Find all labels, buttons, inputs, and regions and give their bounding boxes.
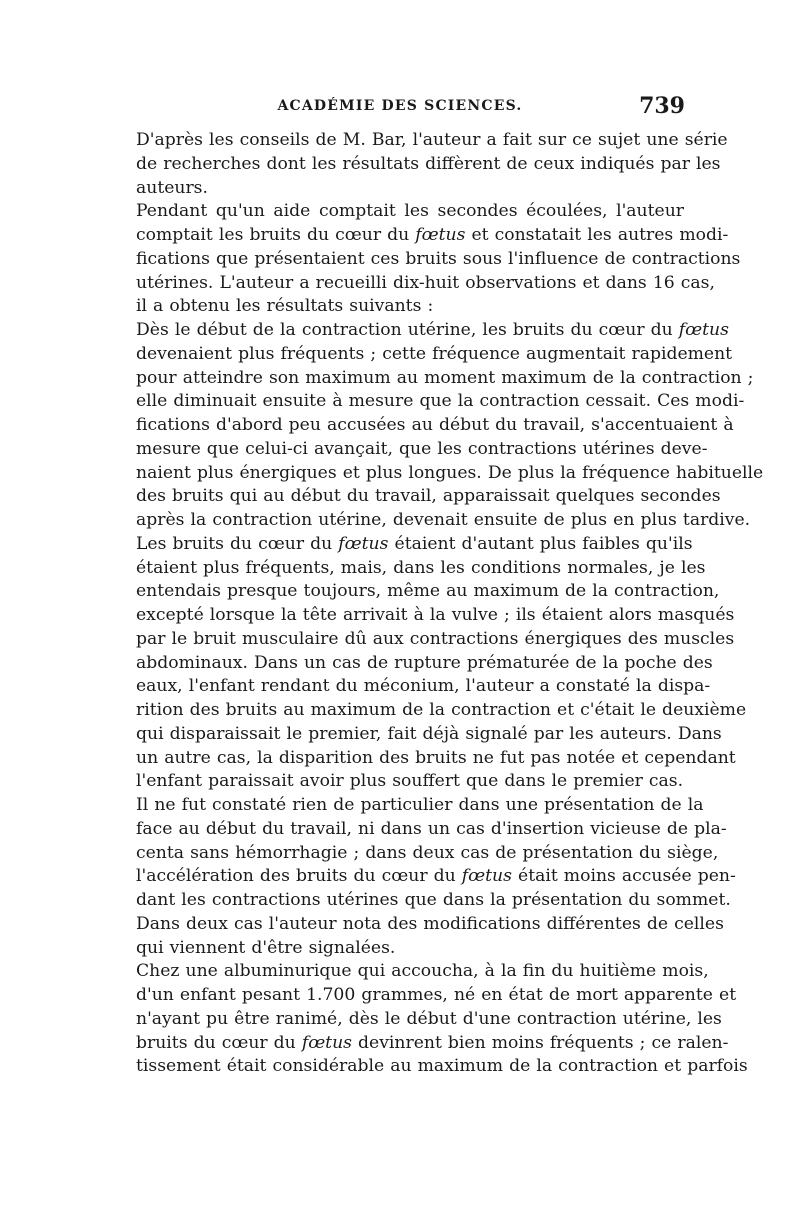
- italic-term: fœtus: [461, 866, 512, 887]
- page-number: 739: [639, 93, 685, 119]
- text-line: utérines. L'auteur a recueilli dix-huit observations et dans 16 cas,: [136, 272, 715, 293]
- italic-term: fœtus: [678, 320, 729, 340]
- text-line: étaient plus fréquents, mais, dans les conditions normales, je les: [136, 557, 706, 578]
- paragraph: [116, 129, 728, 200]
- text-line: un autre cas, la disparition des bruits ne fut pas notée et cependant: [136, 747, 736, 768]
- header-title: ACADÉMIE DES SCIENCES.: [277, 98, 523, 114]
- paragraph: [116, 913, 724, 961]
- text-line: des bruits qui au début du travail, apparaissait quelques secondes: [136, 486, 721, 507]
- text-line: tissement était considérable au maximum de la contraction et parfois: [136, 1056, 748, 1077]
- text-line: Pendant qu'un aide comptait les secondes écoulées, l'auteur: [136, 201, 684, 222]
- running-header: [115, 93, 685, 128]
- text-line: après la contraction utérine, devenait ensuite de plus en plus tardive.: [136, 510, 751, 530]
- paragraph: [116, 200, 741, 319]
- text-line: rition des bruits au maximum de la contraction et c'était le deuxième: [136, 700, 747, 720]
- text-line: dant les contractions utérines que dans la présentation du sommet.: [136, 890, 731, 910]
- text-line: face au début du travail, ni dans un cas d'insertion vicieuse de pla-: [136, 818, 727, 839]
- text-line: fications que présentaient ces bruits sous l'influence de contractions: [136, 248, 741, 269]
- text-line: mesure que celui-ci avançait, que les contractions utérines deve-: [136, 438, 708, 459]
- text-line: Dès le début de la contraction utérine, les bruits du cœur du fœtus: [136, 320, 729, 340]
- text-line: il a obtenu les résultats suivants :: [136, 296, 434, 317]
- italic-term: fœtus: [415, 225, 466, 245]
- text-line: elle diminuait ensuite à mesure que la contraction cessait. Ces modi-: [136, 391, 745, 412]
- italic-term: fœtus: [301, 1032, 352, 1053]
- paragraph: [116, 533, 747, 794]
- text-line: par le bruit musculaire dû aux contractions énergiques des muscles: [136, 628, 735, 649]
- text-line: Il ne fut constaté rien de particulier dans une présentation de la: [136, 795, 704, 815]
- paragraph: [116, 794, 736, 913]
- body-text: [116, 129, 764, 1079]
- text-line: de recherches dont les résultats diffèrent de ceux indiqués par les: [136, 153, 721, 174]
- text-line: eaux, l'enfant rendant du méconium, l'auteur a constaté la dispa-: [136, 676, 711, 697]
- paragraph: [116, 960, 748, 1079]
- italic-term: fœtus: [338, 533, 389, 554]
- text-line: auteurs.: [136, 177, 208, 198]
- text-line: bruits du cœur du fœtus devinrent bien moins fréquents ; ce ralen-: [136, 1032, 729, 1053]
- text-line: qui viennent d'être signalées.: [136, 937, 396, 958]
- text-line: Les bruits du cœur du fœtus étaient d'autant plus faibles qu'ils: [136, 533, 693, 554]
- text-line: naient plus énergiques et plus longues. De plus la fréquence habituelle: [136, 462, 764, 483]
- text-line: excepté lorsque la tête arrivait à la vulve ; ils étaient alors masqués: [136, 605, 735, 625]
- text-line: fications d'abord peu accusées au début du travail, s'accentuaient à: [136, 415, 734, 435]
- text-line: pour atteindre son maximum au moment maximum de la contraction ;: [136, 367, 754, 388]
- text-line: comptait les bruits du cœur du fœtus et constatait les autres modi-: [136, 225, 729, 245]
- text-line: n'ayant pu être ranimé, dès le début d'une contraction utérine, les: [136, 1008, 722, 1029]
- text-line: devenaient plus fréquents ; cette fréquence augmentait rapidement: [136, 343, 733, 364]
- text-line: qui disparaissait le premier, fait déjà signalé par les auteurs. Dans: [136, 723, 722, 744]
- paragraph: [116, 319, 764, 533]
- text-line: Chez une albuminurique qui accoucha, à la fin du huitième mois,: [136, 961, 709, 982]
- text-line: Dans deux cas l'auteur nota des modifications différentes de celles: [136, 913, 724, 934]
- text-line: entendais presque toujours, même au maximum de la contraction,: [136, 581, 720, 602]
- text-line: centa sans hémorrhagie ; dans deux cas de présentation du siège,: [136, 842, 719, 863]
- text-line: l'accélération des bruits du cœur du fœtus était moins accusée pen-: [136, 866, 736, 887]
- text-line: l'enfant paraissait avoir plus souffert que dans le premier cas.: [136, 771, 684, 792]
- text-line: abdominaux. Dans un cas de rupture prématurée de la poche des: [136, 652, 713, 673]
- text-line: d'un enfant pesant 1.700 grammes, né en état de mort apparente et: [136, 985, 737, 1005]
- text-line: D'après les conseils de M. Bar, l'auteur a fait sur ce sujet une série: [136, 130, 728, 150]
